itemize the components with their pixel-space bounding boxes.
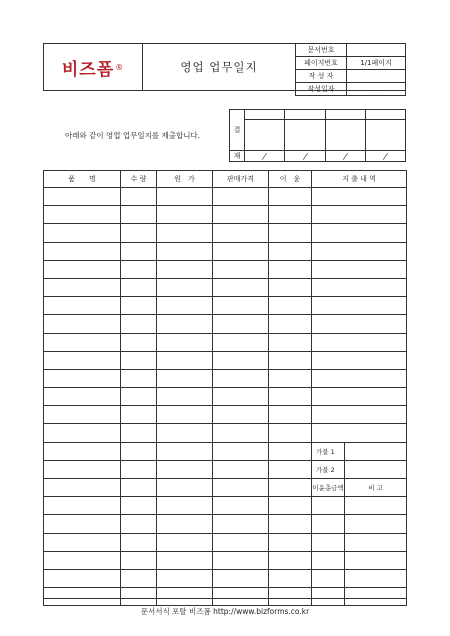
table-cell[interactable] [213, 333, 269, 351]
table-cell[interactable] [44, 315, 121, 333]
approval-header-cell [325, 110, 365, 120]
author-value [347, 70, 406, 83]
table-cell[interactable] [269, 206, 312, 224]
table-row [44, 333, 407, 351]
table-cell[interactable] [121, 188, 157, 206]
table-row [44, 569, 407, 587]
table-cell[interactable] [213, 278, 269, 296]
table-cell[interactable] [269, 315, 312, 333]
table-cell[interactable] [269, 533, 312, 551]
footer-divider [43, 598, 406, 599]
table-cell[interactable] [44, 442, 121, 460]
date-slash: / [342, 151, 349, 161]
table-row [44, 315, 407, 333]
table-cell[interactable] [121, 551, 157, 569]
table-cell[interactable] [269, 569, 312, 587]
table-cell[interactable] [44, 242, 121, 260]
table-cell[interactable] [121, 388, 157, 406]
table-cell[interactable] [312, 515, 345, 533]
table-cell[interactable] [213, 442, 269, 460]
table-cell[interactable] [213, 406, 269, 424]
table-row [44, 278, 407, 296]
table-cell[interactable] [269, 424, 312, 442]
table-cell[interactable] [157, 551, 213, 569]
table-cell[interactable] [44, 224, 121, 242]
remark-label: 비 고 [345, 479, 407, 497]
date-slash: / [301, 151, 308, 161]
table-row [44, 242, 407, 260]
table-row [44, 533, 407, 551]
table-cell[interactable] [157, 333, 213, 351]
table-row [44, 297, 407, 315]
document-info-table [295, 43, 406, 91]
table-cell[interactable] [269, 260, 312, 278]
table-cell[interactable] [213, 297, 269, 315]
logo-text: 비즈폼 [61, 59, 115, 80]
table-cell[interactable] [269, 224, 312, 242]
table-cell[interactable] [121, 369, 157, 387]
date-label: 작성일자 [296, 83, 347, 96]
table-cell[interactable] [44, 424, 121, 442]
table-cell[interactable] [312, 297, 407, 315]
table-row [44, 260, 407, 278]
table-cell[interactable] [157, 315, 213, 333]
header-item-name: 품 명 [44, 171, 121, 188]
table-cell[interactable] [44, 260, 121, 278]
page-number-label: 페이지번호 [296, 57, 347, 70]
table-cell[interactable] [213, 479, 269, 497]
approval-date-cell [285, 151, 325, 162]
document-title: 영업 업무일지 [180, 60, 258, 74]
table-row [44, 206, 407, 224]
table-row [44, 424, 407, 442]
approval-label-bottom: 재 [230, 151, 245, 162]
table-row [44, 224, 407, 242]
table-cell[interactable] [121, 406, 157, 424]
table-cell[interactable] [213, 315, 269, 333]
table-cell[interactable] [157, 515, 213, 533]
table-cell[interactable] [269, 406, 312, 424]
table-cell[interactable] [312, 388, 407, 406]
table-cell[interactable] [121, 497, 157, 515]
table-cell[interactable] [121, 260, 157, 278]
header-expenses: 지 출 내 역 [312, 171, 407, 188]
doc-number-label: 문서번호 [296, 44, 347, 57]
table-cell[interactable] [121, 424, 157, 442]
table-cell[interactable] [44, 188, 121, 206]
table-row [44, 388, 407, 406]
table-cell[interactable] [157, 479, 213, 497]
approval-sign-cell[interactable] [365, 120, 405, 151]
table-cell[interactable] [213, 569, 269, 587]
table-cell[interactable] [312, 569, 345, 587]
approval-date-cell [365, 151, 405, 162]
table-cell[interactable] [269, 551, 312, 569]
table-cell[interactable] [44, 333, 121, 351]
approval-date-cell [325, 151, 365, 162]
table-cell[interactable] [269, 333, 312, 351]
table-cell[interactable] [269, 460, 312, 478]
date-slash: / [382, 151, 389, 161]
table-cell[interactable] [157, 351, 213, 369]
table-cell[interactable] [44, 460, 121, 478]
table-cell[interactable] [44, 297, 121, 315]
table-cell[interactable] [157, 278, 213, 296]
table-cell[interactable] [157, 297, 213, 315]
table-cell[interactable] [44, 551, 121, 569]
table-cell[interactable] [312, 351, 407, 369]
author-label: 작 성 자 [296, 70, 347, 83]
table-cell[interactable] [157, 588, 213, 606]
table-cell[interactable] [213, 533, 269, 551]
table-cell[interactable] [44, 497, 121, 515]
table-cell[interactable] [157, 206, 213, 224]
table-cell[interactable] [213, 424, 269, 442]
table-cell[interactable] [312, 551, 345, 569]
table-cell[interactable] [121, 442, 157, 460]
table-cell[interactable] [157, 188, 213, 206]
table-cell[interactable] [157, 406, 213, 424]
table-cell[interactable] [312, 315, 407, 333]
table-cell[interactable] [157, 497, 213, 515]
table-cell[interactable] [44, 278, 121, 296]
approval-date-cell [245, 151, 285, 162]
advance-1-value[interactable] [345, 442, 407, 460]
table-cell[interactable] [312, 588, 345, 606]
header-quantity: 수 량 [121, 171, 157, 188]
table-cell[interactable] [121, 224, 157, 242]
table-cell[interactable] [44, 569, 121, 587]
table-cell[interactable] [312, 224, 407, 242]
approval-sign-cell[interactable] [325, 120, 365, 151]
date-slash: / [261, 151, 268, 161]
table-cell[interactable] [345, 569, 407, 587]
header-sale-price: 판매가격 [213, 171, 269, 188]
table-cell[interactable] [44, 388, 121, 406]
submit-statement: 아래와 같이 영업 업무일지를 제출합니다. [65, 131, 201, 140]
table-cell[interactable] [213, 260, 269, 278]
table-cell[interactable] [121, 569, 157, 587]
table-cell[interactable] [121, 333, 157, 351]
table-cell[interactable] [269, 351, 312, 369]
advance-1-label: 가불 1 [312, 442, 345, 460]
table-cell[interactable] [44, 533, 121, 551]
table-cell[interactable] [269, 497, 312, 515]
table-cell[interactable] [157, 224, 213, 242]
table-cell[interactable] [312, 206, 407, 224]
table-row [44, 442, 407, 460]
table-row [44, 406, 407, 424]
table-row [44, 460, 407, 478]
table-cell[interactable] [312, 188, 407, 206]
table-cell[interactable] [312, 260, 407, 278]
table-cell[interactable] [157, 424, 213, 442]
table-cell[interactable] [121, 460, 157, 478]
table-cell[interactable] [157, 388, 213, 406]
table-row [44, 497, 407, 515]
table-cell[interactable] [213, 497, 269, 515]
table-cell[interactable] [312, 278, 407, 296]
table-cell[interactable] [213, 224, 269, 242]
table-cell[interactable] [269, 188, 312, 206]
table-cell[interactable] [213, 515, 269, 533]
table-cell[interactable] [157, 442, 213, 460]
table-row [44, 479, 407, 497]
table-cell[interactable] [121, 515, 157, 533]
table-cell[interactable] [269, 278, 312, 296]
table-cell[interactable] [213, 551, 269, 569]
table-cell[interactable] [213, 351, 269, 369]
table-row [44, 351, 407, 369]
date-value: . . . [347, 83, 406, 96]
doc-number-value [347, 44, 406, 57]
table-cell[interactable] [269, 515, 312, 533]
sales-log-table [43, 170, 406, 606]
approval-label-top: 결 [230, 110, 245, 151]
table-cell[interactable] [269, 388, 312, 406]
table-cell[interactable] [345, 588, 407, 606]
table-cell[interactable] [312, 424, 407, 442]
table-row [44, 551, 407, 569]
header-profit: 이 윤 [269, 171, 312, 188]
table-cell[interactable] [44, 351, 121, 369]
table-cell[interactable] [44, 206, 121, 224]
table-cell[interactable] [121, 351, 157, 369]
table-cell[interactable] [157, 460, 213, 478]
bizforms-logo [43, 43, 143, 91]
table-cell[interactable] [157, 260, 213, 278]
table-cell[interactable] [213, 242, 269, 260]
table-row [44, 588, 407, 606]
table-cell[interactable] [312, 369, 407, 387]
table-cell[interactable] [345, 533, 407, 551]
footer-text: 문서서식 포탈 비즈폼 http://www.bizforms.co.kr [140, 607, 310, 616]
table-cell[interactable] [121, 315, 157, 333]
table-cell[interactable] [312, 333, 407, 351]
advance-2-value[interactable] [345, 460, 407, 478]
table-cell[interactable] [345, 515, 407, 533]
table-cell[interactable] [213, 188, 269, 206]
table-cell[interactable] [345, 551, 407, 569]
header-cost: 원 가 [157, 171, 213, 188]
table-cell[interactable] [213, 206, 269, 224]
table-cell[interactable] [312, 497, 345, 515]
table-cell[interactable] [157, 533, 213, 551]
table-cell[interactable] [213, 588, 269, 606]
approval-header-cell [245, 110, 285, 120]
table-cell[interactable] [345, 497, 407, 515]
table-cell[interactable] [121, 588, 157, 606]
registered-mark: ® [115, 62, 124, 72]
table-row [44, 369, 407, 387]
approval-header-cell [285, 110, 325, 120]
table-cell[interactable] [269, 479, 312, 497]
approval-sign-cell[interactable] [285, 120, 325, 151]
table-cell[interactable] [312, 406, 407, 424]
table-cell[interactable] [312, 242, 407, 260]
table-cell[interactable] [121, 242, 157, 260]
table-cell[interactable] [121, 206, 157, 224]
table-cell[interactable] [121, 479, 157, 497]
table-cell[interactable] [121, 278, 157, 296]
table-cell[interactable] [44, 588, 121, 606]
table-row [44, 515, 407, 533]
table-cell[interactable] [44, 406, 121, 424]
table-cell[interactable] [44, 369, 121, 387]
table-cell[interactable] [312, 533, 345, 551]
table-cell[interactable] [213, 369, 269, 387]
table-cell[interactable] [269, 588, 312, 606]
approval-box [229, 109, 406, 160]
table-cell[interactable] [269, 242, 312, 260]
page-number-value: 1/1페이지 [347, 57, 406, 70]
table-cell[interactable] [121, 533, 157, 551]
table-row [44, 188, 407, 206]
table-cell[interactable] [44, 515, 121, 533]
table-cell[interactable] [157, 369, 213, 387]
table-cell[interactable] [121, 297, 157, 315]
advance-2-label: 가불 2 [312, 460, 345, 478]
table-cell[interactable] [269, 297, 312, 315]
table-cell[interactable] [44, 479, 121, 497]
table-cell[interactable] [157, 242, 213, 260]
table-cell[interactable] [157, 569, 213, 587]
table-cell[interactable] [213, 388, 269, 406]
table-cell[interactable] [269, 369, 312, 387]
approval-sign-cell[interactable] [245, 120, 285, 151]
table-cell[interactable] [269, 442, 312, 460]
table-cell[interactable] [213, 460, 269, 478]
profit-total-label: 이윤총금액 [312, 479, 345, 497]
approval-header-cell [365, 110, 405, 120]
